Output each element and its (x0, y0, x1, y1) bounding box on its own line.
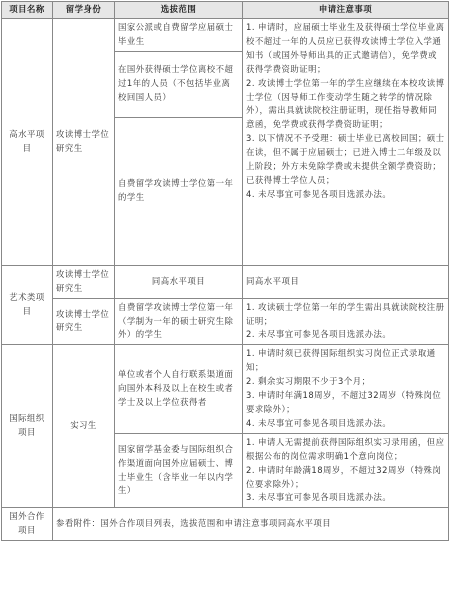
scope-cell: 国家公派或自费留学应届硕士毕业生 (115, 19, 243, 52)
identity-cell: 攻读博士学位研究生 (53, 265, 115, 298)
rules-gaoshuiping (243, 19, 449, 266)
project-name-guoji: 国际组织项目 (2, 345, 53, 508)
table-row (2, 298, 449, 345)
scope-cell: 同高水平项目 (115, 265, 243, 298)
table-row (2, 265, 449, 298)
identity-gaoshuiping: 攻读博士学位研究生 (53, 19, 115, 266)
scope-cell: 在国外获得硕士学位离校不超过1年的人员（不包括毕业离校回国人员） (115, 51, 243, 117)
rule-item: 3. 申请时年满18周岁，不超过32周岁（特殊岗位要求除外）； (246, 390, 442, 414)
header-notes: 申请注意事项 (243, 2, 449, 19)
header-row (2, 2, 449, 19)
table-row (2, 19, 449, 52)
rule-item: 1. 申请时，应届硕士毕业生及获得硕士学位毕业离校不超过一年的人员应已获得攻读博士学位入学通知书（或国外导师出具的正式邀请信），免学费或获得学费资助证明； (246, 22, 445, 74)
header-identity: 留学身份 (53, 2, 115, 19)
scope-cell: 自费留学攻读博士学位第一年（学制为一年的硕士研究生除外）的学生 (115, 298, 243, 345)
scope-cell: 国家留学基金委与国际组织合作渠道面向国外应届硕士、博士毕业生（含毕业一年以内学生） (115, 433, 243, 508)
scholarship-table (1, 1, 449, 541)
identity-cell: 实习生 (53, 345, 115, 508)
rule-item: 4. 未尽事宜可参见各项目选派办法。 (246, 188, 392, 199)
rules-cell (243, 433, 449, 508)
rules-cell: 同高水平项目 (243, 265, 449, 298)
rule-item: 4. 未尽事宜可参见各项目选派办法。 (246, 417, 392, 428)
project-name-yishu: 艺术类项目 (2, 265, 53, 345)
note-hezuo: 参看附件：国外合作项目列表，选拔范围和申请注意事项同高水平项目 (53, 508, 449, 541)
rule-item: 2. 未尽事宜可参见各项目选派办法。 (246, 329, 392, 340)
table-row (2, 508, 449, 541)
rule-item: 2. 剩余实习期限不少于3个月； (246, 376, 371, 387)
rule-item: 3. 未尽事宜可参见各项目选派办法。 (246, 492, 392, 503)
rule-item: 2. 攻读博士学位第一年的学生应继续在本校攻读博士学位（因导师工作变动学生随之转学的情况除外），需出具就读院校注册证明，现任指导教师同意函，免学费或获得学费资助证明； (246, 77, 445, 130)
rule-item: 2. 申请时年龄满18周岁，不超过32周岁（特殊岗位要求除外）； (246, 464, 442, 489)
project-name-hezuo: 国外合作项目 (2, 508, 53, 541)
scope-cell: 自费留学攻读博士学位第一年的学生 (115, 117, 243, 265)
rule-item: 1. 申请时须已获得国际组织实习岗位正式录取通知； (246, 348, 436, 373)
rules-cell (243, 298, 449, 345)
table-row (2, 345, 449, 433)
rule-item: 3. 以下情况不予受理：硕士毕业已离校回国；硕士在读，但不属于应届硕士；已进入博士二年级及以上阶段；外方未免除学费或未提供全额学费资助；已获得博士学位人员； (246, 133, 445, 185)
scope-cell: 单位或者个人自行联系渠道面向国外本科及以上在校生或者学士及以上学位获得者 (115, 345, 243, 433)
rule-item: 1. 申请人无需提前获得国际组织实习录用函，但应根据公布的岗位需求明确1个意向岗位； (246, 436, 445, 461)
identity-cell: 攻读博士学位研究生 (53, 298, 115, 345)
project-name-gaoshuiping: 高水平项目 (2, 19, 53, 266)
rule-item: 1. 攻读硕士学位第一年的学生需出具就读院校注册证明； (246, 301, 445, 326)
header-project-name: 项目名称 (2, 2, 53, 19)
rules-cell (243, 345, 449, 433)
header-scope: 选拔范围 (115, 2, 243, 19)
